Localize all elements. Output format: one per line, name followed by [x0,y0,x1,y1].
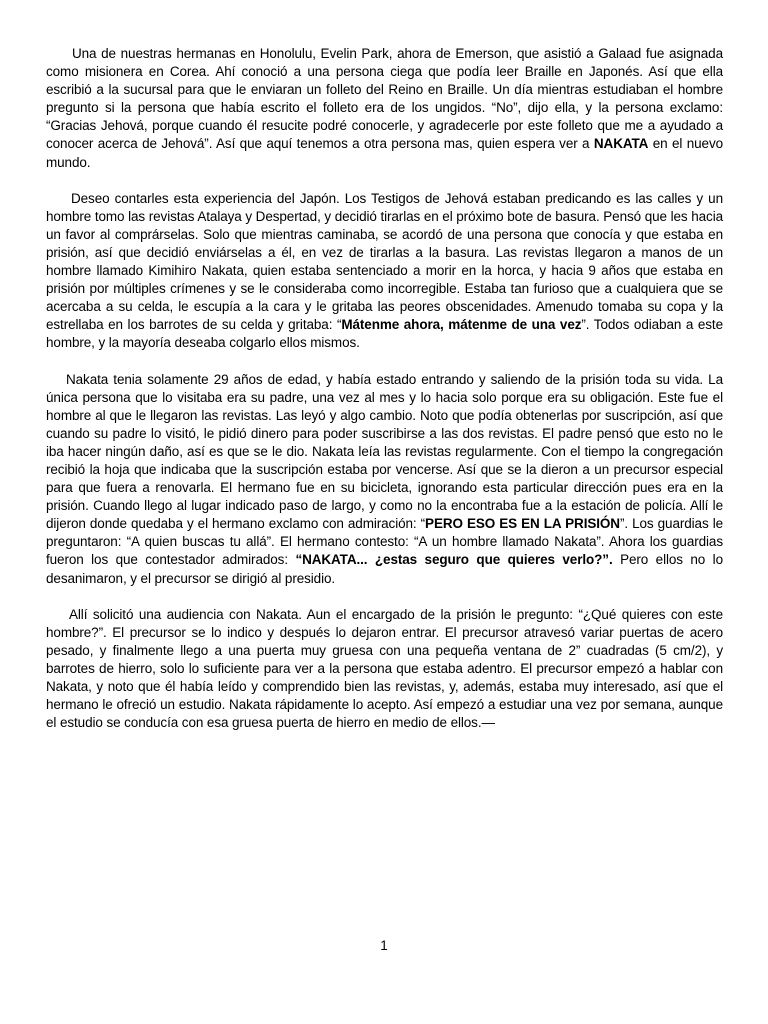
paragraph-1-text-b: en el nuevo mundo. [46,136,724,170]
paragraph-4-text-a: Allí solicitó una audiencia con Nakata. Aun el encargado de la prisión le pregunto: “¿Qué quieres con este hombre?”. El precursor se lo indico y después lo dejaron entrar. El precursor atravesó variar puertas de acero pesado, y finalmente llego a una puerta muy gruesa con una pequeña ventana de 2” cuadradas (5 cm/2), y barrotes de hierro, solo lo suficiente para ver a la persona que estaba adentro. El precursor empezó a hablar con Nakata, y noto que él había leído y comprendido bien las revistas, y, además, estaba muy interesado, así que el hermano le ofreció un estudio. Nakata rápidamente lo acepto. Así empezó a estudiar una vez por semana, aunque el estudio se conducía con esa gruesa puerta de hierro en medio de ellos.— [46,606,723,731]
paragraph-3 [46,371,723,588]
paragraph-3-bold-prision: PERO ESO ES EN LA PRISIÓN [425,516,620,532]
paragraph-3-text-b: ”. Los guardias le preguntaron: “A quien buscas tu allá”. El hermano contesto: “A un hombre llamado Nakata”. Ahora los guardias fueron los que contestador admirados: [46,516,723,568]
paragraph-4 [46,606,723,733]
paragraph-1-bold-nakata: NAKATA [593,136,649,152]
paragraph-1-text-a: Una de nuestras hermanas en Honolulu, Evelin Park, ahora de Emerson, que asistió a Galaad fue asignada como misionera en Corea. Ahí conoció a una persona ciega que podía leer Braille en Japonés. Así que ella escribió a la sucursal para que le enviaran un folleto del Reino en Braille. Un día mientras estudiaban el hombre pregunto si la persona que había escrito el folleto era de los ungidos. “No”, dijo ella, y la persona exclamo: “Gracias Jehová, porque cuando él resucite podré conocerle, y agradecerle por este folleto que me a ayudado a conocer acerca de Jehová”. Así que aquí tenemos a otra persona mas, quien espera ver a [46,46,723,152]
paragraph-2-text-a: Deseo contarles esta experiencia del Japón. Los Testigos de Jehová estaban predicando es las calles y un hombre tomo las revistas Atalaya y Despertad, y decidió tirarlas en el próximo bote de basura. Pensó que les hacia un favor al comprárselas. Solo que mientras caminaba, se acordó de una persona que conocía y que estaba en prisión, así que decidió enviárselas a él, en vez de tirarlas a la basura. Las revistas llegaron a manos de un hombre llamado Kimihiro Nakata, quien estaba sentenciado a morir en la horca, y hacia 9 años que estaba en prisión por múltiples crímenes y se le consideraba como incorregible. Estaba tan furioso que a cualquiera que se acercaba a su celda, le escupía a la cara y le gritaba las peores obscenidades. Amenudo tomaba su copa y la estrellaba en los barrotes de su celda y gritaba: “ [46,190,723,333]
paragraph-3-text-a: Nakata tenia solamente 29 años de edad, y había estado entrando y saliendo de la prisión toda su vida. La única persona que lo visitaba era su padre, una vez al mes y lo hacia solo porque era su obligación. Este fue el hombre al que le llegaron las revistas. Las leyó y algo cambio. Noto que podía obtenerlas por suscripción, así que cuando su padre lo visitó, le pidió dinero para poder suscribirse a las dos revistas. El padre pensó que esto no le iba hacer ningún daño, así es que se le dio. Nakata leía las revistas regularmente. Con el tiempo la congregación recibió la hoja que indicaba que la suscripción estaba por vencerse. Así que se la dieron a un precursor especial para que fuera a renovarla. El hermano fue en su bicicleta, ignorando esta particular dirección pues era en la prisión. Cuando llego al lugar indicado paso de largo, y como no la encontraba fue a la estación de policía. Allí le dijeron donde quedaba y el hermano exclamo con admiración: “ [46,371,723,532]
paragraph-2-text-b: ”. Todos odiaban a este hombre, y la mayoría deseaba colgarlo ellos mismos. [46,317,723,351]
paragraph-3-text-c: Pero ellos no lo desanimaron, y el precursor se dirigió al presidio. [46,552,723,586]
paragraph-1 [46,45,723,172]
paragraph-3-bold-nakata-quote: “NAKATA... ¿estas seguro que quieres verlo?”. [295,552,613,568]
document-page [46,45,723,750]
page-number: 1 [380,938,388,953]
paragraph-2 [46,190,723,353]
paragraph-2-bold-quote: Mátenme ahora, mátenme de una vez [341,317,582,333]
